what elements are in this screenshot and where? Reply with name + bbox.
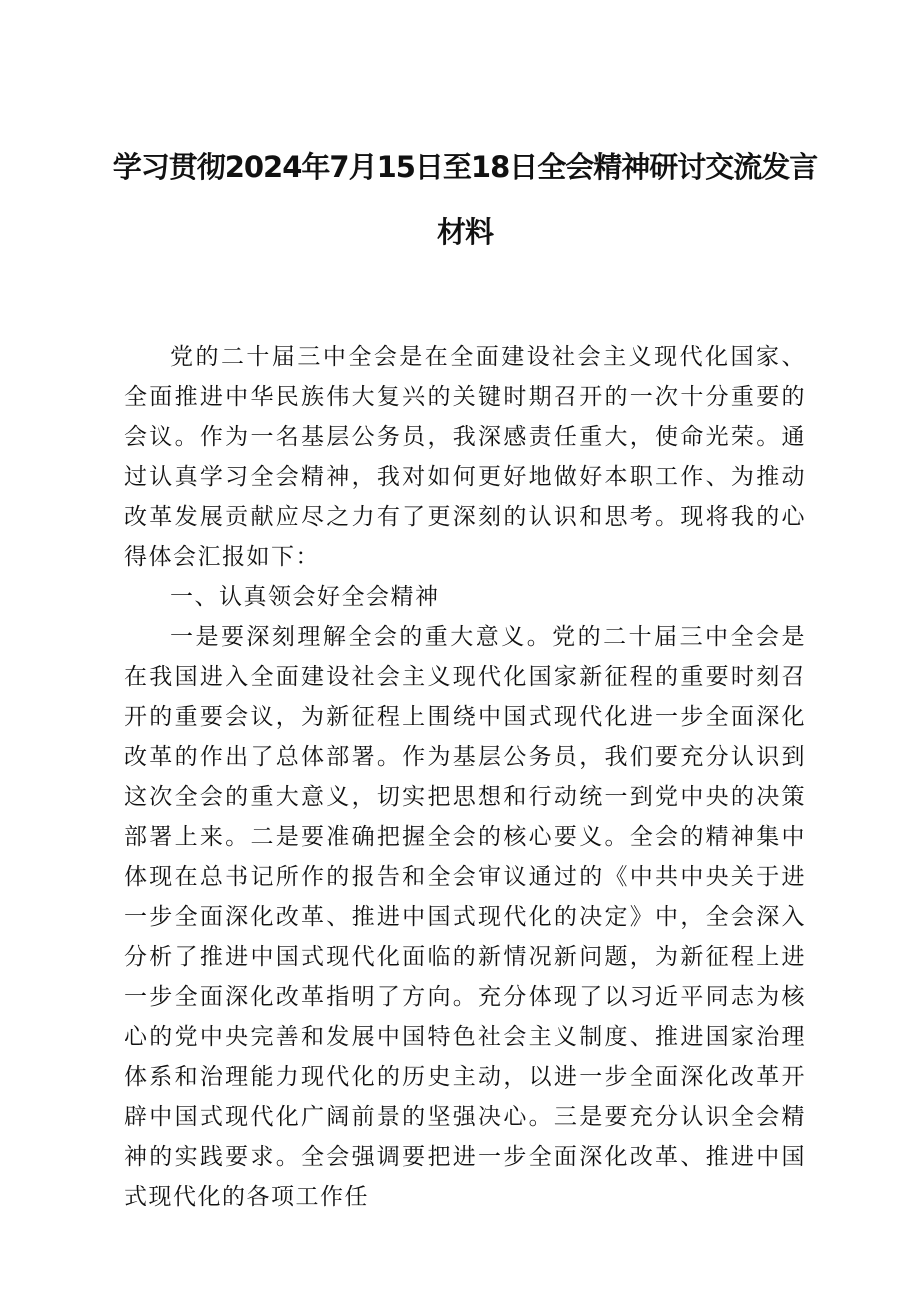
section-heading: 一、认真领会好全会精神 xyxy=(170,584,440,610)
title-line-2: 材料 xyxy=(436,215,493,249)
document-body xyxy=(124,337,806,1217)
title-line-1: 学习贯彻2024年7月15日至18日全会精神研讨交流发言 xyxy=(112,150,818,184)
document-title xyxy=(100,150,830,249)
intro-paragraph: 党的二十届三中全会是在全面建设社会主义现代化国家、全面推进中华民族伟大复兴的关键时期召开的一次十分重要的会议。作为一名基层公务员，我深感责任重大，使命光荣。通过认真学习全会精神，我对如何更好地做好本职工作、为推动改革发展贡献应尽之力有了更深刻的认识和思考。现将我的心得体会汇报如下： xyxy=(124,344,806,570)
body-paragraph: 一是要深刻理解全会的重大意义。党的二十届三中全会是在我国进入全面建设社会主义现代化国家新征程的重要时刻召开的重要会议，为新征程上围绕中国式现代化进一步全面深化改革的作出了总体部署。作为基层公务员，我们要充分认识到这次全会的重大意义，切实把思想和行动统一到党中央的决策部署上来。二是要准确把握全会的核心要义。全会的精神集中体现在总书记所作的报告和全会审议通过的《中共中央关于进一步全面深化改革、推进中国式现代化的决定》中，全会深入分析了推进中国式现代化面临的新情况新问题，为新征程上进一步全面深化改革指明了方向。充分体现了以习近平同志为核心的党中央完善和发展中国特色社会主义制度、推进国家治理体系和治理能力现代化的历史主动，以进一步全面深化改革开辟中国式现代化广阔前景的坚强决心。三是要充分认识全会精神的实践要求。全会强调要把进一步全面深化改革、推进中国式现代化的各项工作任 xyxy=(124,624,806,1210)
